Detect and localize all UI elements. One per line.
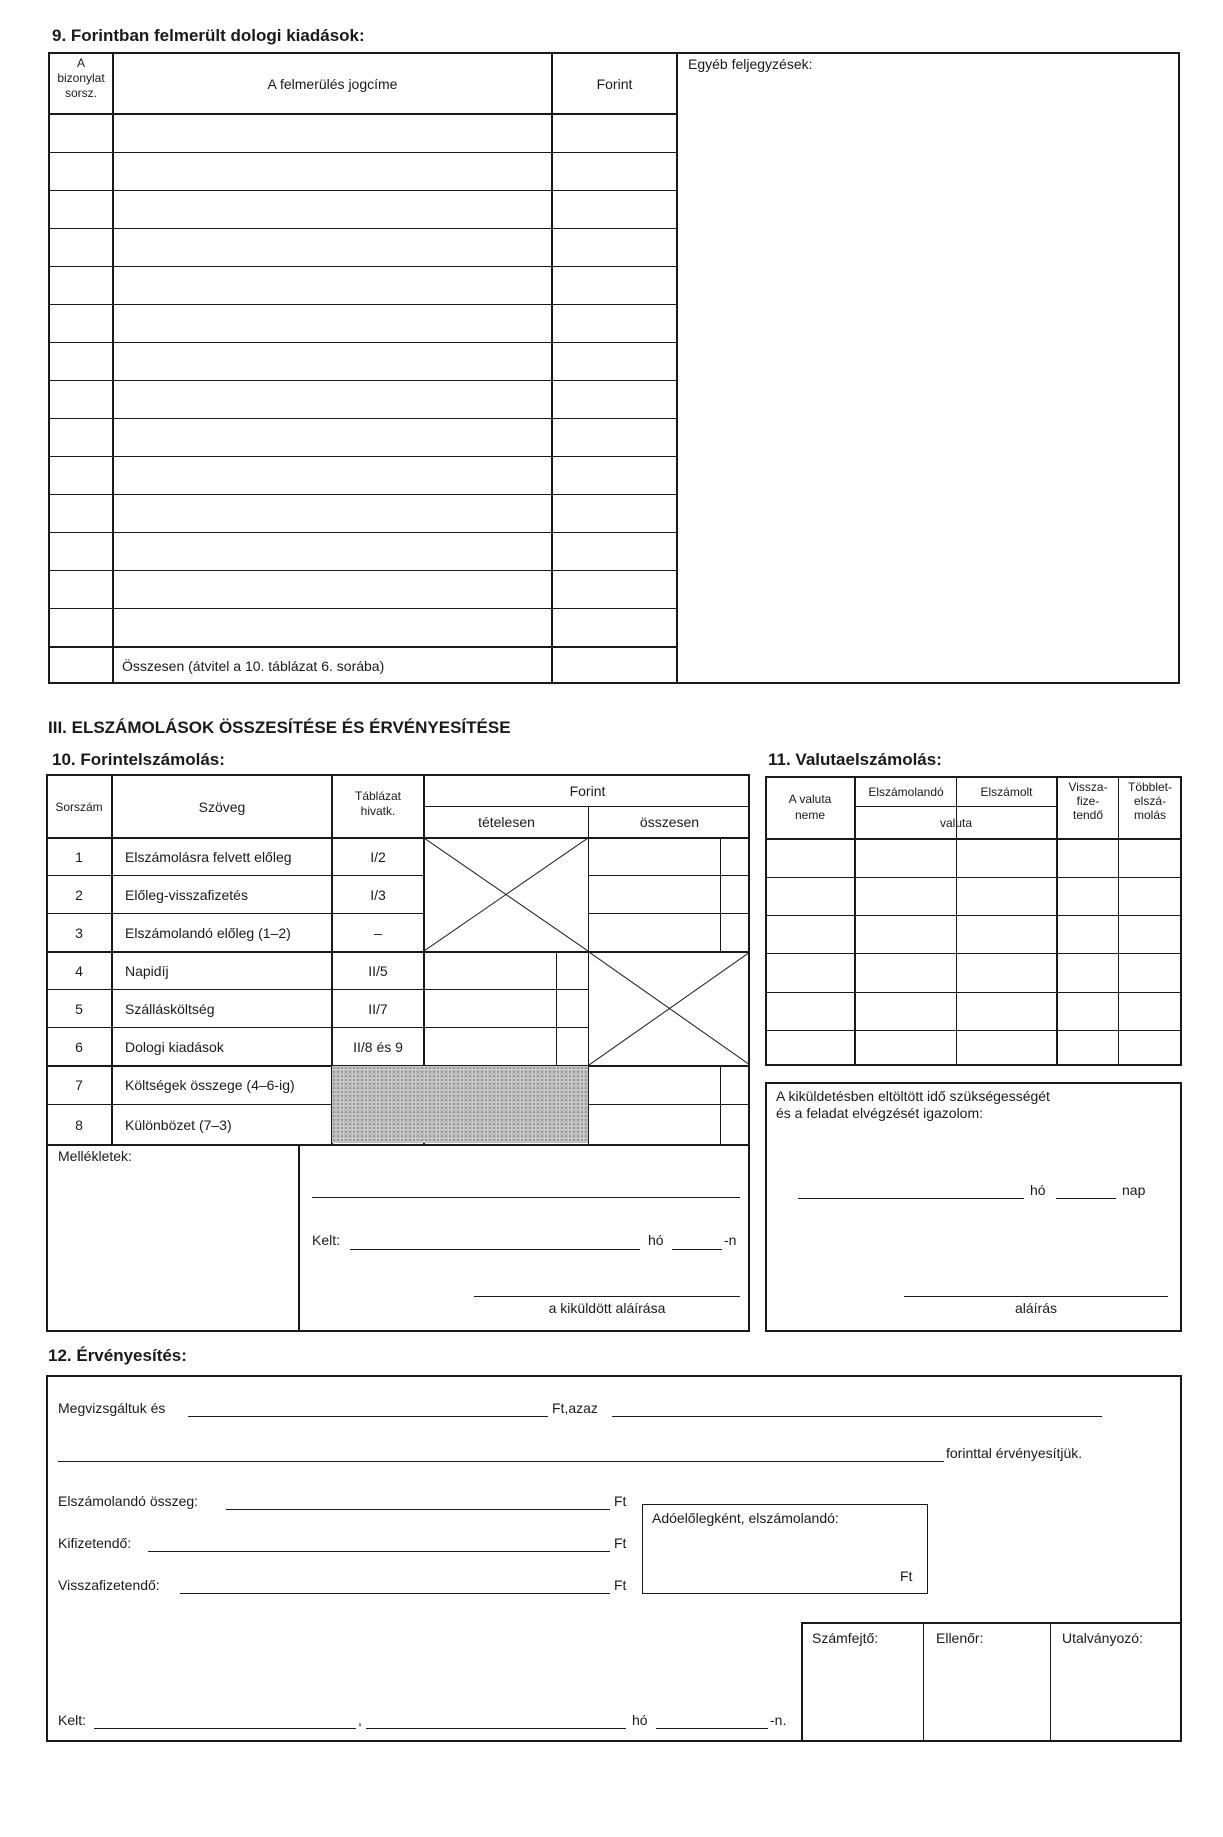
mellekletek-label: Mellékletek:	[58, 1148, 132, 1164]
kelt-place-line-12[interactable]	[94, 1728, 356, 1729]
kelt-label-10: Kelt:	[312, 1232, 341, 1248]
kelt-n-suffix-12: -n.	[770, 1712, 787, 1728]
kifizetendo-label: Kifizetendő:	[58, 1535, 132, 1551]
row-text: Elszámolásra felvett előleg	[125, 848, 292, 865]
kifizetendo-ft: Ft	[614, 1535, 627, 1551]
row-number: 8	[75, 1116, 83, 1133]
row-number: 3	[75, 924, 83, 941]
section9-total-label: Összesen (átvitel a 10. táblázat 6. sorába)	[122, 658, 385, 674]
utalvanyozo-signature-area[interactable]	[1052, 1652, 1180, 1740]
row-text: Dologi kiadások	[125, 1038, 224, 1055]
kelt-comma-12: ,	[358, 1712, 362, 1728]
row-reference: I/3	[370, 886, 386, 903]
row-reference: –	[374, 924, 382, 941]
row-reference: I/2	[370, 848, 386, 865]
kelt-ho-12: hó	[632, 1712, 648, 1728]
section9-row[interactable]	[48, 342, 678, 380]
section9-row[interactable]	[48, 418, 678, 456]
section9-row[interactable]	[48, 380, 678, 418]
row-text: Előleg-visszafizetés	[125, 886, 248, 903]
row-number: 6	[75, 1038, 83, 1055]
certify-nap: nap	[1122, 1182, 1146, 1198]
section9-row[interactable]	[48, 570, 678, 608]
kelt-line-10[interactable]	[350, 1249, 640, 1250]
megvizsgaltuk-amount-line[interactable]	[188, 1416, 548, 1417]
kifizetendo-line[interactable]	[148, 1551, 610, 1552]
row-number: 1	[75, 848, 83, 865]
row-text: Napidíj	[125, 962, 169, 979]
ftazaz-label: Ft,azaz	[552, 1400, 598, 1416]
section9-row[interactable]	[48, 304, 678, 342]
ellenor-label: Ellenőr:	[936, 1630, 984, 1646]
section9-row[interactable]	[48, 494, 678, 532]
crossed-cell-tetelesen	[424, 838, 588, 951]
amount-words-line[interactable]	[58, 1461, 944, 1462]
col-vissza-header: Vissza- fize- tendő	[1068, 780, 1108, 822]
megvizsgaltuk-label: Megvizsgáltuk és	[58, 1400, 166, 1416]
visszafizetendo-line[interactable]	[180, 1593, 610, 1594]
signature-label-10: a kiküldött aláírása	[548, 1300, 666, 1316]
kelt-year-line-12[interactable]	[366, 1728, 626, 1729]
certify-signature-label: aláírás	[1014, 1300, 1058, 1316]
ftazaz-text-line[interactable]	[612, 1416, 1102, 1417]
elszamolando-ft: Ft	[614, 1493, 627, 1509]
section9-row[interactable]	[48, 190, 678, 228]
certify-signature-line[interactable]	[904, 1296, 1168, 1297]
col-tetelesen-header: tételesen	[478, 814, 535, 830]
visszafizetendo-label: Visszafizetendő:	[58, 1577, 160, 1593]
szamfejto-label: Számfejtő:	[812, 1630, 879, 1646]
row-number: 4	[75, 962, 83, 979]
ellenor-signature-area[interactable]	[925, 1652, 1049, 1740]
crossed-cell-osszesen	[589, 952, 750, 1065]
section9-title: 9. Forintban felmerült dologi kiadások:	[52, 26, 365, 45]
col-szoveg-header: Szöveg	[198, 798, 246, 815]
col-tablazat-header: Táblázat hivatk.	[354, 789, 402, 818]
row-text: Szállásköltség	[125, 1000, 215, 1017]
row-text: Költségek összege (4–6-ig)	[125, 1077, 295, 1093]
row-reference: II/8 és 9	[353, 1038, 403, 1055]
szamfejto-signature-area[interactable]	[803, 1652, 922, 1740]
visszafizetendo-ft: Ft	[614, 1577, 627, 1593]
certify-ho: hó	[1030, 1182, 1046, 1198]
section11-title: 11. Valutaelszámolás:	[768, 750, 942, 769]
elszamolando-label: Elszámolandó összeg:	[58, 1493, 199, 1509]
col-sorszam-header: Sorszám	[55, 799, 103, 814]
row-reference	[333, 1105, 423, 1144]
part3-title: III. ELSZÁMOLÁSOK ÖSSZESÍTÉSE ÉS ÉRVÉNYESÍTÉSE	[48, 718, 511, 737]
section9-row[interactable]	[48, 608, 678, 646]
col-osszesen-header: összesen	[639, 814, 700, 830]
col-elszamolando-header: Elszámolandó	[868, 785, 944, 799]
row-number: 5	[75, 1000, 83, 1017]
row-number: 7	[75, 1077, 83, 1093]
col-tobblet-header: Többlet- elszá- molás	[1127, 780, 1173, 822]
section10-title: 10. Forintelszámolás:	[52, 750, 225, 769]
day-line-10[interactable]	[672, 1249, 722, 1250]
n-suffix-10: -n	[724, 1232, 737, 1248]
adoeloleg-label: Adóelőlegként, elszámolandó:	[652, 1510, 839, 1526]
forinttal-label: forinttal érvényesítjük.	[946, 1445, 1083, 1461]
row-reference: II/7	[368, 1000, 388, 1017]
col-elszamolt-header: Elszámolt	[980, 785, 1033, 799]
section9-row[interactable]	[48, 266, 678, 304]
adoeloleg-ft: Ft	[900, 1568, 913, 1584]
notes-area[interactable]	[678, 75, 1178, 680]
row-text: Különbözet (7–3)	[125, 1116, 232, 1133]
section9-row[interactable]	[48, 532, 678, 570]
row-number: 2	[75, 886, 83, 903]
ho-label-10: hó	[648, 1232, 664, 1248]
row-reference	[333, 1066, 423, 1104]
row-text: Elszámolandó előleg (1–2)	[125, 924, 291, 941]
certify-text: A kiküldetésben eltöltött idő szükségességét és a feladat elvégzését igazolom:	[776, 1088, 1050, 1121]
row-reference: II/5	[368, 962, 388, 979]
section12-title: 12. Érvényesítés:	[48, 1346, 187, 1365]
utalvanyozo-label: Utalványozó:	[1062, 1630, 1143, 1646]
col-valuta-header: valuta	[939, 816, 973, 830]
kelt-day-line-12[interactable]	[656, 1728, 768, 1729]
col-jogcim-header: A felmerülés jogcíme	[267, 75, 398, 92]
col-forint-header: Forint	[596, 75, 633, 92]
notes-label: Egyéb feljegyzések:	[688, 56, 813, 72]
section9-row[interactable]	[48, 152, 678, 190]
certify-date-line[interactable]	[798, 1198, 1024, 1199]
col-valuta-neme-header: A valuta neme	[788, 792, 832, 822]
certify-day-line[interactable]	[1056, 1198, 1116, 1199]
section9-row[interactable]	[48, 114, 678, 152]
section9-row[interactable]	[48, 228, 678, 266]
section9-row[interactable]	[48, 456, 678, 494]
kelt-label-12: Kelt:	[58, 1712, 87, 1728]
col-bizonylat-header: A bizonylat sorsz.	[57, 56, 105, 100]
elszamolando-line[interactable]	[226, 1509, 610, 1510]
signature-line-10[interactable]	[474, 1296, 740, 1297]
mellekletek-line[interactable]	[312, 1197, 740, 1198]
col-forint-header-10: Forint	[569, 783, 606, 799]
